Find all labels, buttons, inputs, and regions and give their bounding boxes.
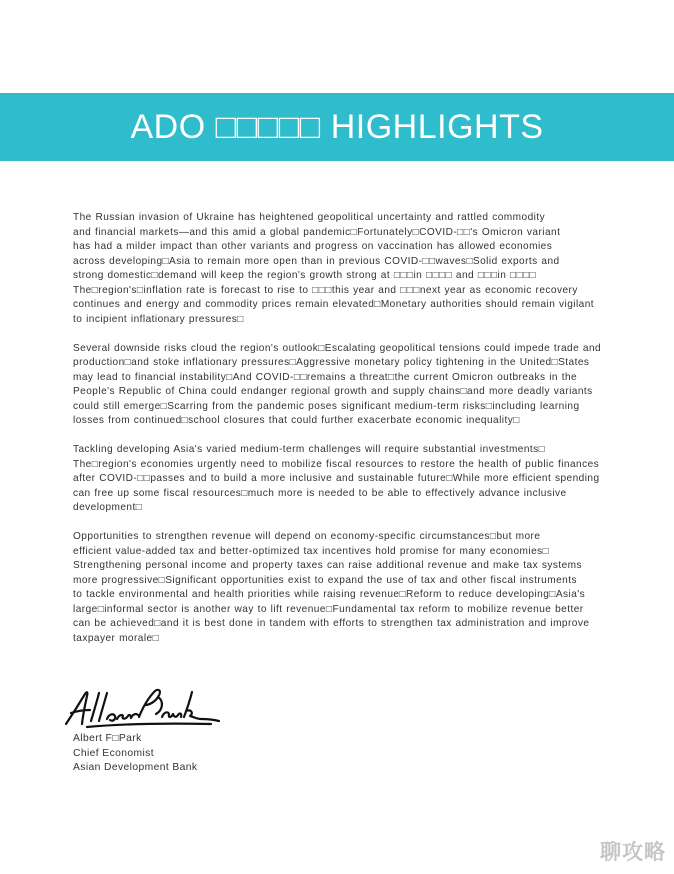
text-line: to tackle environmental and health priorities while raising revenue□Reform to reduce developing□Asia's	[73, 589, 586, 600]
text-line: development□	[73, 502, 143, 513]
text-line: The□region's economies urgently need to mobilize fiscal resources to restore the health of public finances	[73, 458, 600, 470]
signature-stroke	[184, 692, 219, 721]
text-line: continues and energy and commodity prices remain elevated□Monetary authorities should remain vigilant	[73, 299, 595, 310]
text-line: People's Republic of China could endanger regional growth and supply chains□and more deadly variants	[73, 386, 593, 397]
signature-stroke	[87, 724, 211, 727]
signoff-block	[73, 732, 197, 776]
signature-stroke	[66, 692, 87, 724]
signature-stroke	[117, 714, 138, 719]
page-title: ADO □□□□□ HIGHLIGHTS	[130, 107, 544, 146]
text-line: efficient value-added tax and better-optimized tax incentives hold promise for many economies□	[73, 545, 550, 557]
text-line: to incipient inflationary pressures□	[73, 313, 244, 325]
text-line: could still emerge□Scarring from the pandemic poses significant medium-term risks□including learning	[73, 400, 580, 412]
text-line: can be achieved□and it is best done in tandem with efforts to strengthen tax administration and improve	[73, 618, 590, 629]
paragraph-revenue	[73, 530, 613, 646]
text-line: across developing□Asia to remain more open than in previous COVID-□□waves□Solid exports and	[73, 255, 560, 267]
signature-stroke	[139, 690, 162, 717]
signoff-role: Chief Economist	[73, 747, 154, 759]
text-line: and financial markets—and this amid a global pandemic□Fortunately□COVID-□□'s Omicron variant	[73, 226, 561, 238]
text-line: Strengthening personal income and property taxes can raise additional revenue and make tax systems	[73, 560, 583, 571]
text-line: after COVID-□□passes and to build a more inclusive and sustainable future□While more efficient spending	[73, 473, 600, 484]
highlights-body	[73, 211, 613, 661]
signoff-organization: Asian Development Bank	[73, 762, 198, 774]
text-line: Several downside risks cloud the region's outlook□Escalating geopolitical tensions could impede trade and	[73, 342, 602, 354]
text-line: The Russian invasion of Ukraine has heightened geopolitical uncertainty and rattled commodity	[73, 212, 546, 223]
paragraph-outlook	[73, 211, 613, 327]
paragraph-challenges	[73, 443, 613, 516]
text-line: The□region's□inflation rate is forecast to rise to □□□this year and □□□next year as economic recovery	[73, 284, 578, 296]
text-line: can free up some fiscal resources□much more is needed to be able to effectively advance inclusive	[73, 487, 567, 499]
paragraph-risks	[73, 342, 613, 429]
text-line: may lead to financial instability□And COVID-□□remains a threat□the current Omicron outbreaks in the	[73, 371, 578, 383]
text-line: Opportunities to strengthen revenue will depend on economy-specific circumstances□but more	[73, 531, 541, 542]
text-line: has had a milder impact than other variants and progress on vaccination has allowed economies	[73, 241, 553, 252]
signature-image	[63, 683, 221, 733]
text-line: taxpayer morale□	[73, 632, 160, 644]
text-line: production□and stoke inflationary pressures□Aggressive monetary policy tightening in the United□States	[73, 357, 590, 368]
title-banner	[0, 93, 674, 161]
text-line: strong domestic□demand will keep the region's growth strong at □□□in □□□□ and □□□in □□□□	[73, 270, 537, 281]
text-line: large□informal sector is another way to lift revenue□Fundamental tax reform to mobilize revenue better	[73, 603, 584, 615]
signoff-name: Albert F□Park	[73, 733, 142, 744]
signature-stroke	[91, 693, 115, 721]
text-line: Tackling developing Asia's varied medium-term challenges will require substantial investments□	[73, 444, 546, 455]
text-line: more progressive□Significant opportunities exist to expand the use of tax and other fiscal instruments	[73, 574, 577, 586]
watermark-text: 聊攻略	[600, 840, 666, 864]
text-line: losses from continued□school closures that could further exacerbate economic inequality□	[73, 415, 520, 426]
signature-stroke	[162, 712, 181, 717]
